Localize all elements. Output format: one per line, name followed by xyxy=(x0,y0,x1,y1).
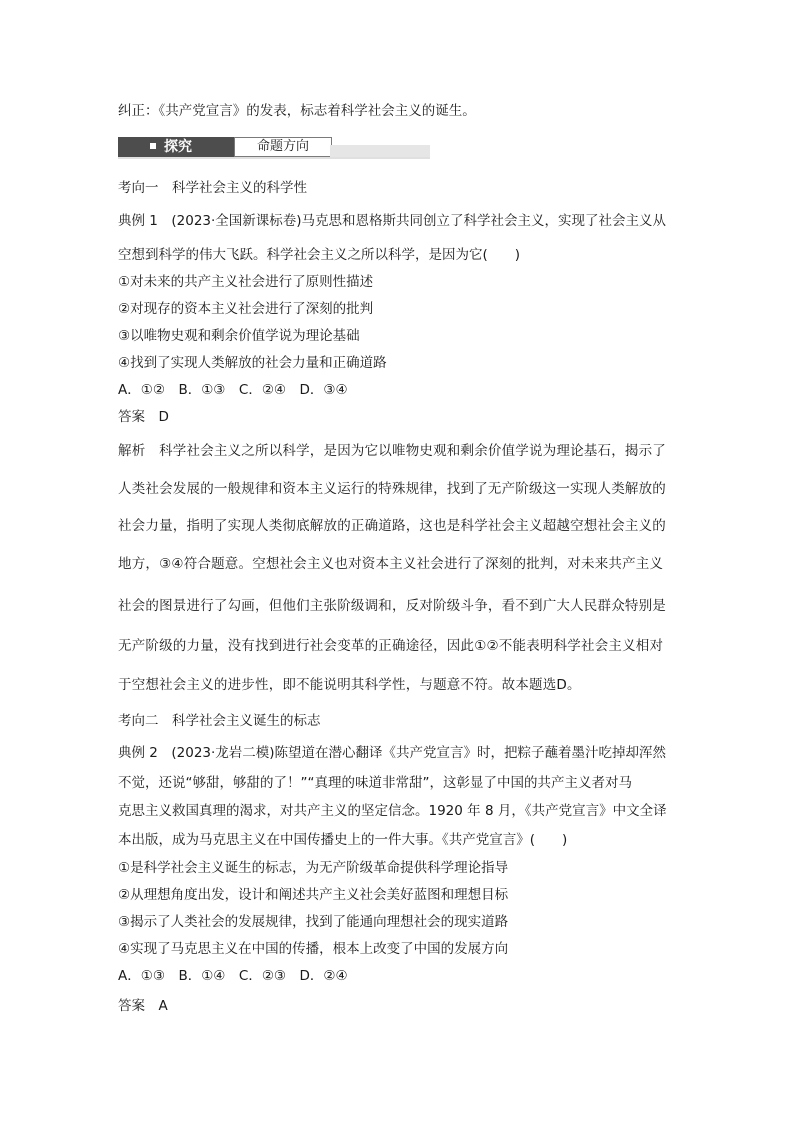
banner-tag-text: 探究 xyxy=(164,139,192,155)
example2-option-4: ④实现了马克思主义在中国的传播，根本上改变了中国的发展方向 xyxy=(118,941,509,957)
example1-option-1: ①对未来的共产主义社会进行了原则性描述 xyxy=(118,274,374,290)
example1-option-4: ④找到了实现人类解放的社会力量和正确道路 xyxy=(118,355,387,371)
section-banner xyxy=(118,137,430,159)
banner-underline xyxy=(118,157,430,159)
banner-tag xyxy=(118,137,234,157)
example1-option-2: ②对现存的资本主义社会进行了深刻的批判 xyxy=(118,301,374,317)
example1-analysis-line: 地方，③④符合题意。空想社会主义也对资本主义社会进行了深刻的批判，对未来共产主义 xyxy=(118,556,664,572)
example1-question-line1: 典例 1 (2023·全国新课标卷)马克思和恩格斯共同创立了科学社会主义，实现了社会主义从 xyxy=(118,213,667,229)
example2-answer: 答案 A xyxy=(118,998,168,1014)
correction-text: 纠正：《共产党宣言》的发表，标志着科学社会主义的诞生。 xyxy=(118,103,476,119)
example1-analysis-line: 人类社会发展的一般规律和资本主义运行的特殊规律，找到了无产阶级这一实现人类解放的 xyxy=(118,481,666,497)
example1-analysis-line: 解析 科学社会主义之所以科学，是因为它以唯物史观和剩余价值学说为理论基石，揭示了 xyxy=(118,443,666,459)
example2-question-line: 本出版，成为马克思主义在中国传播史上的一件大事。《共产党宣言》( ) xyxy=(118,832,568,848)
section2-heading: 考向二 科学社会主义诞生的标志 xyxy=(118,713,321,729)
square-bullet-icon xyxy=(150,143,156,149)
example2-option-1: ①是科学社会主义诞生的标志，为无产阶级革命提供科学理论指导 xyxy=(118,860,509,876)
banner-rule xyxy=(330,145,430,157)
example1-analysis-line: 无产阶级的力量，没有找到进行社会变革的正确途径，因此①②不能表明科学社会主义相对 xyxy=(118,638,664,654)
example1-analysis-line: 社会力量，指明了实现人类彻底解放的正确道路，这也是科学社会主义超越空想社会主义的 xyxy=(118,518,666,534)
example2-option-3: ③揭示了人类社会的发展规律，找到了能通向理想社会的现实道路 xyxy=(118,914,509,930)
example2-option-2: ②从理想角度出发，设计和阐述共产主义社会美好蓝图和理想目标 xyxy=(118,887,509,903)
example2-question-line: 克思主义救国真理的渴求，对共产主义的坚定信念。1920 年 8 月，《共产党宣言》中文全译 xyxy=(118,803,667,819)
example1-analysis-line: 于空想社会主义的进步性，即不能说明其科学性，与题意不符。故本题选D。 xyxy=(118,677,581,693)
section1-heading: 考向一 科学社会主义的科学性 xyxy=(118,180,307,196)
example2-question-line: 不觉，还说“够甜，够甜的了！”“真理的味道非常甜”，这彰显了中国的共产主义者对马 xyxy=(118,775,632,791)
example1-choices: A．①② B．①③ C．②④ D．③④ xyxy=(118,382,348,398)
example2-choices: A．①③ B．①④ C．②③ D．②④ xyxy=(118,968,348,984)
example1-option-3: ③以唯物史观和剩余价值学说为理论基础 xyxy=(118,328,360,344)
example1-analysis-line: 社会的图景进行了勾画，但他们主张阶级调和，反对阶级斗争，看不到广大人民群众特别是 xyxy=(118,598,666,614)
example1-answer: 答案 D xyxy=(118,409,169,425)
example2-question-line: 典例 2 (2023·龙岩二模)陈望道在潜心翻译《共产党宣言》时，把粽子蘸着墨汁吃掉却浑然 xyxy=(118,745,667,761)
banner-label: 命题方向 xyxy=(234,137,332,157)
example1-question-line2: 空想到科学的伟大飞跃。科学社会主义之所以科学，是因为它( ) xyxy=(118,247,521,263)
